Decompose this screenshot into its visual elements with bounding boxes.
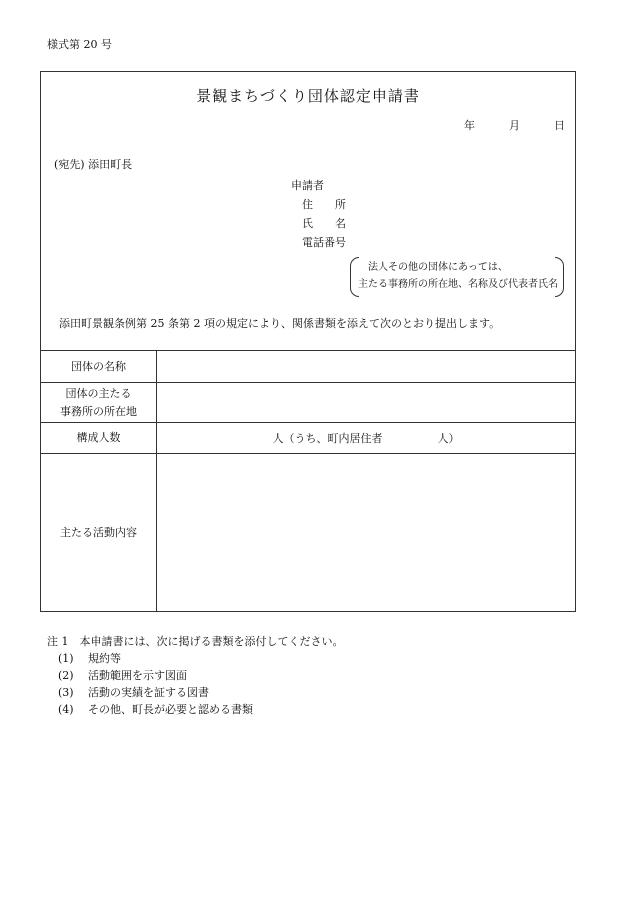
corporate-note [350, 257, 564, 297]
office-label-line2: 事務所の所在地 [60, 404, 137, 418]
year-label: 年 [464, 119, 475, 132]
note-text: 規約等 [88, 652, 121, 665]
corporate-note-line1: 法人その他の団体にあっては、 [368, 262, 508, 273]
addressee: (宛先) 添田町長 [54, 158, 133, 171]
list-item [47, 650, 344, 667]
phone-label: 電話番号 [302, 236, 346, 249]
month-label: 月 [509, 119, 520, 132]
application-table [41, 350, 575, 612]
group-name-label: 団体の名称 [41, 351, 157, 383]
activity-label: 主たる活動内容 [41, 454, 157, 612]
application-form [40, 71, 576, 612]
note-number: (3) [58, 686, 74, 699]
name-label: 氏 名 [302, 217, 346, 230]
list-item [47, 667, 344, 684]
note-number: (2) [58, 669, 74, 682]
members-field[interactable]: 人（うち、町内居住者 人） [157, 423, 576, 454]
table-row [41, 454, 575, 612]
notes [47, 633, 344, 718]
list-item [47, 701, 344, 718]
form-number: 様式第 20 号 [47, 38, 112, 51]
submission-statement: 添田町景観条例第 25 条第 2 項の規定により、関係書類を添えて次のとおり提出します。 [59, 317, 501, 330]
form-title: 景観まちづくり団体認定申請書 [196, 87, 420, 105]
note-text: 活動の実績を証する図書 [88, 686, 209, 699]
activity-field[interactable] [157, 454, 576, 612]
table-row [41, 383, 575, 423]
table-row [41, 423, 575, 454]
date-row [464, 117, 565, 133]
office-location-field[interactable] [157, 383, 576, 423]
office-location-label [41, 383, 157, 423]
notes-heading: 注 1 本申請書には、次に掲げる書類を添付してください。 [47, 635, 344, 648]
office-label-line1: 団体の主たる [65, 386, 132, 400]
corporate-note-line2: 主たる事務所の所在地、名称及び代表者氏名 [358, 279, 558, 290]
members-label: 構成人数 [41, 423, 157, 454]
note-number: (4) [58, 703, 74, 716]
list-item [47, 684, 344, 701]
day-label: 日 [554, 119, 565, 132]
table-row [41, 351, 575, 383]
applicant-block [291, 176, 346, 252]
note-number: (1) [58, 652, 74, 665]
group-name-field[interactable] [157, 351, 576, 383]
address-label: 住 所 [302, 198, 346, 211]
applicant-heading: 申請者 [291, 179, 324, 192]
note-text: その他、町長が必要と認める書類 [88, 703, 253, 716]
note-text: 活動範囲を示す図面 [88, 669, 187, 682]
